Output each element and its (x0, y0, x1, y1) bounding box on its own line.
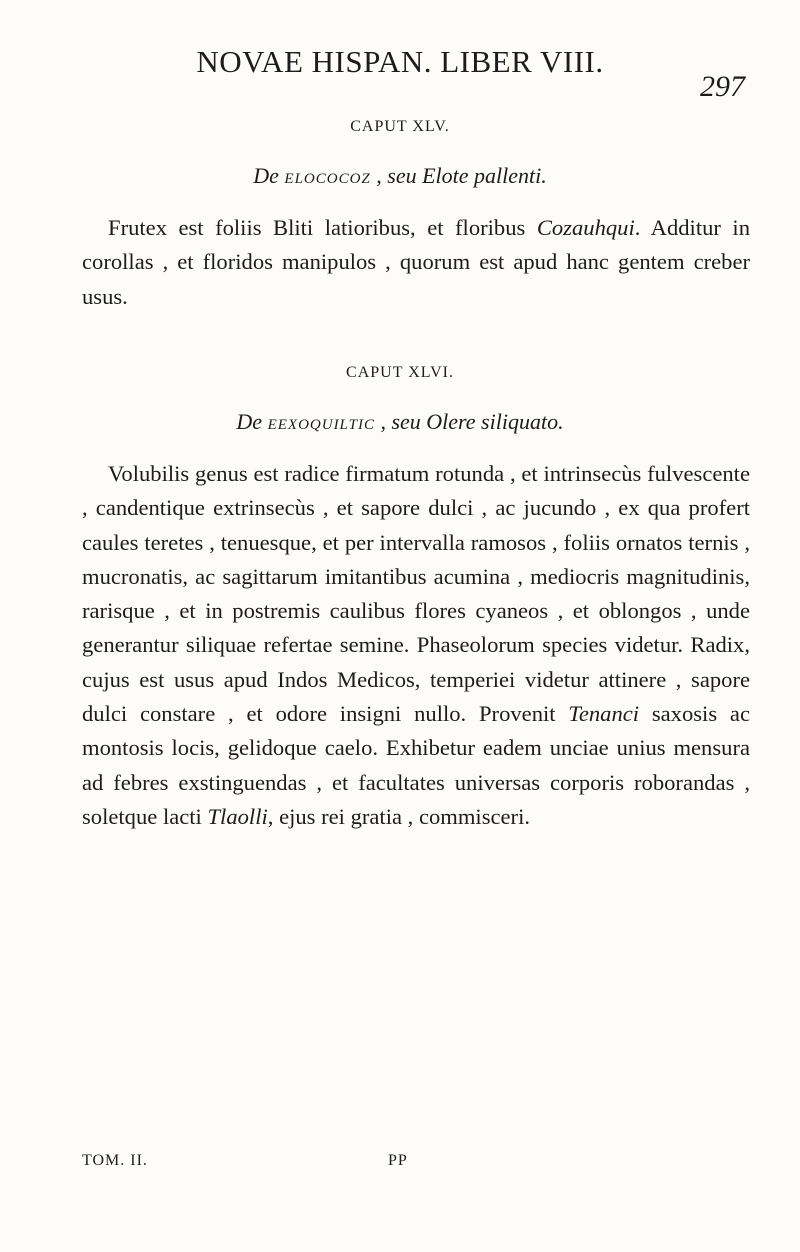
chapter-46-italic-2: Tlaolli (207, 803, 268, 829)
chapter-46-caption: CAPUT XLVI. (346, 364, 454, 381)
chapter-46-title-name: eexoquiltic (267, 409, 375, 434)
chapter-46-title-prefix: De (236, 409, 263, 434)
chapter-45-text-italic: Cozauhqui (536, 215, 635, 240)
chapter-46-title-suffix: , seu Olere siliquato. (380, 409, 564, 434)
chapter-46-italic-1: Tenanci (568, 701, 640, 727)
chapter-45-body (82, 211, 750, 314)
chapter-45-title-prefix: De (253, 163, 279, 188)
chapter-45-caption: CAPUT XLV. (350, 118, 450, 135)
chapter-46-text-3: , ejus rei gratia , commisceri. (267, 803, 531, 829)
chapter-45-title (0, 163, 800, 189)
signature-mark: PP (388, 1152, 408, 1169)
chapter-45-title-name: elococoz (284, 163, 371, 188)
chapter-46-text-2: saxosis ac montosis locis, gelidoque caelo. Exhibetur eadem unciae unius mensura ad febres exstinguendas , et facultates universas corporis roborandas , soletque lacti (82, 701, 750, 829)
running-title: NOVAE HISPAN. LIBER VIII. (196, 44, 604, 79)
chapter-45-text-2: . Additur in corollas , et floridos manipulos , quorum est apud hanc gentem creber usus. (82, 215, 750, 309)
chapter-46-body (82, 457, 750, 834)
volume-mark: TOM. II. (82, 1152, 148, 1169)
page-number: 297 (700, 70, 745, 103)
chapter-45-text-1: Frutex est foliis Bliti latioribus, et floribus (108, 215, 537, 240)
chapter-46-text-1: Volubilis genus est radice firmatum rotunda , et intrinsecùs fulvescente , candentique extrinsecùs , et sapore dulci , ac jucundo , ex qua profert caules teretes , tenuesque, et per intervalla ramosos , foliis ornatos ternis , mucronatis, ac sagittarum imitantibus acumina , mediocris magnitudinis, rarisque , et in postremis caulibus flores cyaneos , et oblongos , unde generantur siliquae refertae semine. Phaseolorum species videtur. Radix, cujus est usus apud Indos Medicos, temperiei videtur attinere , sapore dulci constare , et odore insigni nullo. Provenit (82, 461, 750, 727)
chapter-46-title (0, 409, 800, 435)
chapter-45-title-suffix: , seu Elote pallenti. (376, 163, 547, 188)
